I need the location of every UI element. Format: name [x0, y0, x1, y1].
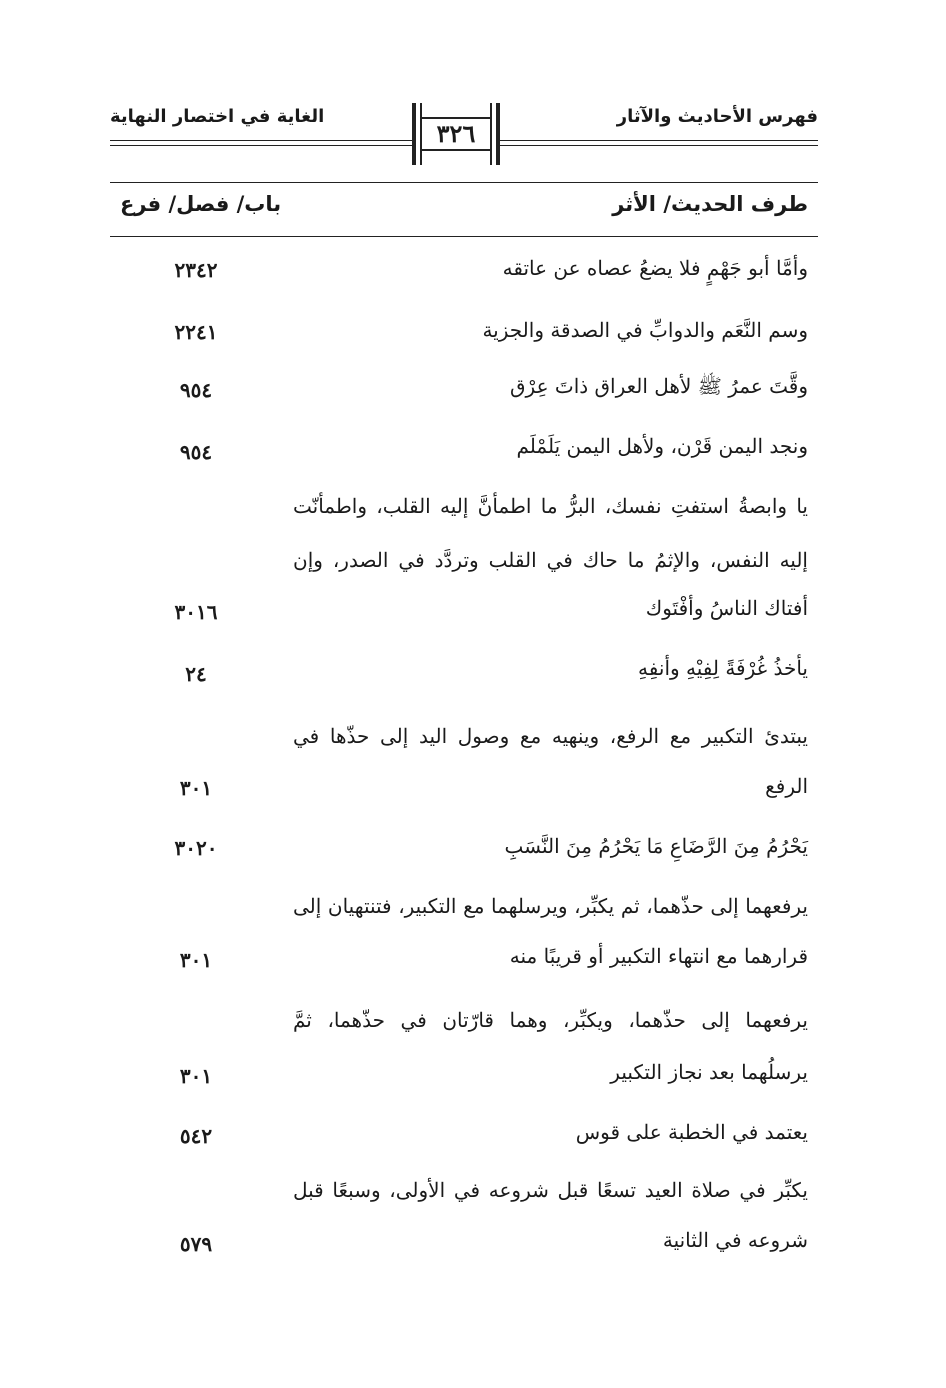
- entry-text: وأمَّا أبو جَهْمٍ فلا يضعُ عصاه عن عاتقه: [502, 256, 808, 280]
- entry-text: وسم النَّعَم والدوابِّ في الصدقة والجزية: [482, 318, 808, 342]
- entry-text: يا وابصةُ استفتِ نفسك، البرُّ ما اطمأنَّ إليه القلب، واطمأنّت: [293, 494, 808, 518]
- entry-text: يكبِّر في صلاة العيد تسعًا قبل شروعه في الأولى، وسبعًا قبل: [293, 1178, 808, 1202]
- entry-ref: ٣٠١: [179, 1064, 213, 1088]
- entry-text: يأخذُ غُرْفَةً لِفِيْهِ وأنفِهِ: [638, 656, 808, 680]
- entry-ref: ٩٥٤: [179, 440, 213, 464]
- entry-text: يرفعهما إلى حذّهما، ويكبِّر، وهما قارّتان في حذّهما، ثمَّ: [293, 1008, 808, 1032]
- entry-ref: ٢٢٤١: [174, 320, 218, 344]
- entry-text: شروعه في الثانية: [662, 1228, 808, 1252]
- entry-text: يرفعهما إلى حذّهما، ثم يكبِّر، ويرسلهما مع التكبير، فتنتهيان إلى: [293, 894, 808, 918]
- entry-ref: ٩٥٤: [179, 378, 213, 402]
- entry-text: الرفع: [765, 774, 808, 798]
- running-header-right: فهرس الأحاديث والآثار: [616, 106, 818, 127]
- entry-text: ونجد اليمن قَرْن، ولأهل اليمن يَلَمْلَم: [516, 434, 808, 458]
- entry-ref: ٢٣٤٢: [174, 258, 218, 282]
- entry-ref: ٢٤: [185, 662, 207, 686]
- entry-ref: ٣٠١: [179, 948, 213, 972]
- entry-text: إليه النفس، والإثمُ ما حاك في القلب وتردَّد في الصدر، وإن: [293, 548, 808, 572]
- entry-ref: ٣٠١: [179, 776, 213, 800]
- entry-ref: ٣٠١٦: [174, 600, 218, 624]
- entry-text: وقَّتَ عمرُ ﷺ لأهل العراق ذاتَ عِرْق: [510, 374, 808, 398]
- entry-text: أفتاك الناسُ وأفْتَوك: [645, 596, 808, 620]
- entry-text: يرسلُهما بعد نجاز التكبير: [610, 1060, 808, 1084]
- page-number-frame: [412, 103, 500, 165]
- entry-text: يَحْرُمُ مِنَ الرَّضَاعِ مَا يَحْرُمُ مِنَ النَّسَبِ: [504, 834, 808, 858]
- entry-ref: ٥٧٩: [179, 1232, 213, 1256]
- entry-ref: ٥٤٢: [179, 1124, 213, 1148]
- running-header-left: الغاية في اختصار النهاية: [110, 106, 325, 127]
- column-header-reference: باب/ فصل/ فرع: [120, 192, 282, 216]
- column-header-rule-top: [110, 182, 818, 183]
- entry-text: يبتدئ التكبير مع الرفع، وينهيه مع وصول اليد إلى حذّها في: [293, 724, 808, 748]
- entry-text: قرارهما مع انتهاء التكبير أو قريبًا منه: [509, 944, 808, 968]
- page-number: ٣٢٦: [436, 119, 476, 148]
- entry-text: يعتمد في الخطبة على قوس: [575, 1120, 808, 1144]
- entry-ref: ٣٠٢٠: [174, 836, 218, 860]
- column-header-hadith: طرف الحديث/ الأثر: [612, 192, 808, 216]
- column-header-rule-bottom: [110, 236, 818, 237]
